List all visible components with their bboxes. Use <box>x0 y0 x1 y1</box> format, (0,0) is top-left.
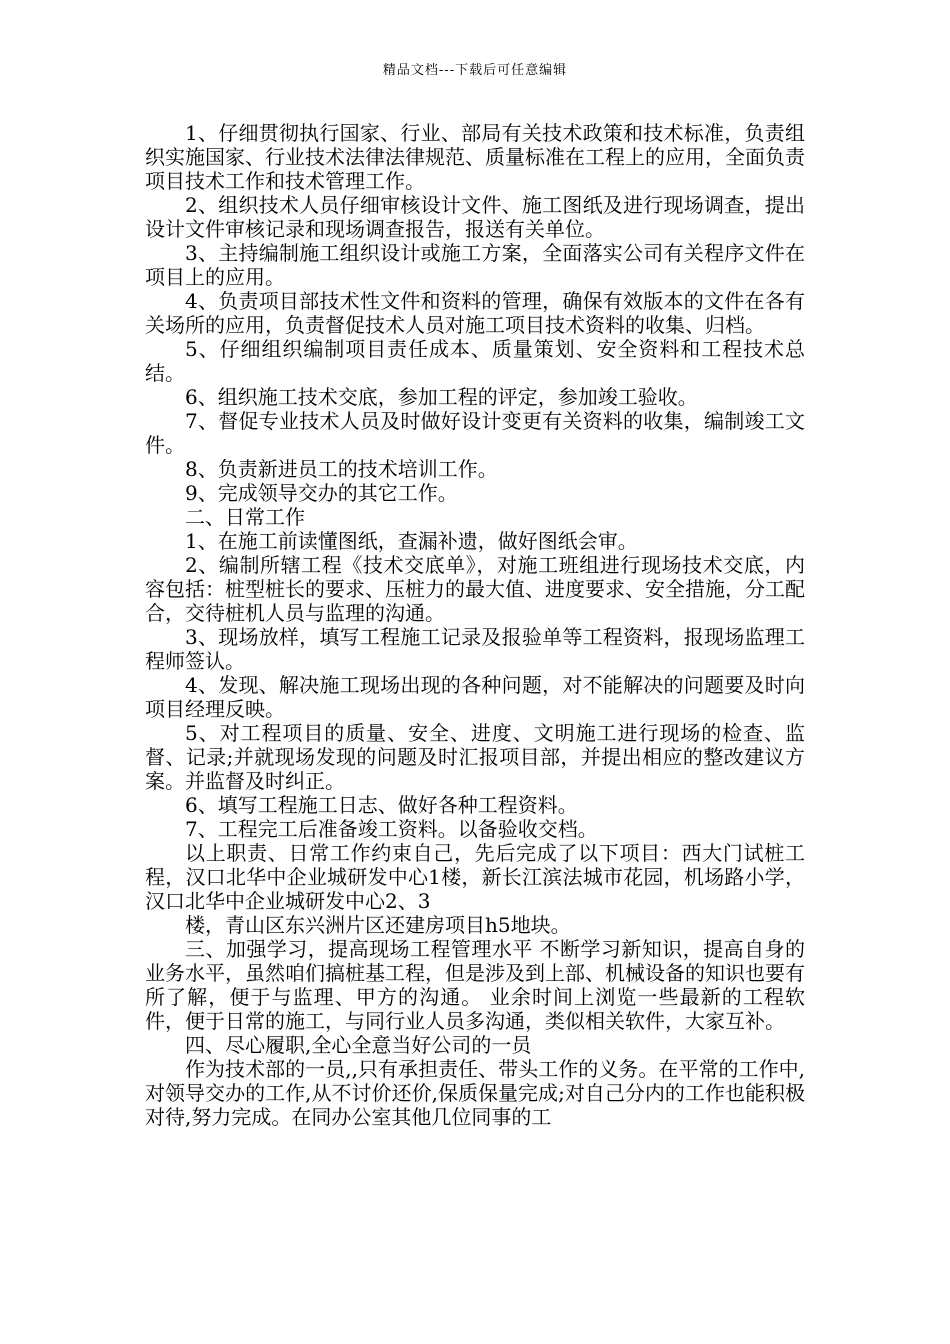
paragraph-duty-3: 3、主持编制施工组织设计或施工方案，全面落实公司有关程序文件在项目上的应用。 <box>145 241 805 289</box>
paragraph-duty-5: 5、仔细组织编制项目责任成本、质量策划、安全资料和工程技术总结。 <box>145 337 805 385</box>
paragraph-duty-2: 2、组织技术人员仔细审核设计文件、施工图纸及进行现场调查，提出设计文件审核记录和现场调查报告，报送有关单位。 <box>145 193 805 241</box>
paragraph-team-member: 作为技术部的一员,,只有承担责任、带头工作的义务。在平常的工作中,对领导交办的工作,从不讨价还价,保质保量完成;对自己分内的工作也能积极对待,努力完成。在同办公室其他几位同事的工 <box>145 1057 805 1129</box>
document-body <box>145 121 805 1129</box>
paragraph-duty-7: 7、督促专业技术人员及时做好设计变更有关资料的收集，编制竣工文件。 <box>145 409 805 457</box>
paragraph-learning: 三、加强学习，提高现场工程管理水平 不断学习新知识，提高自身的业务水平，虽然咱们搞桩基工程，但是涉及到上部、机械设备的知识也要有所了解，便于与监理、甲方的沟通。 业余时间上浏览一些最新的工程软件，便于日常的施工，与同行业人员多沟通，类似相关软件，大家互补。 <box>145 937 805 1033</box>
paragraph-daily-6: 6、填写工程施工日志、做好各种工程资料。 <box>185 793 578 817</box>
section-heading-daily-work: 二、日常工作 <box>185 505 305 529</box>
paragraph-duty-6: 6、组织施工技术交底，参加工程的评定，参加竣工验收。 <box>185 385 698 409</box>
paragraph-daily-7: 7、工程完工后准备竣工资料。以备验收交档。 <box>185 817 598 841</box>
paragraph-daily-3: 3、现场放样，填写工程施工记录及报验单等工程资料，报现场监理工程师签认。 <box>145 625 805 673</box>
paragraph-projects: 以上职责、日常工作约束自己，先后完成了以下项目：西大门试桩工程，汉口北华中企业城研发中心1楼，新长江滨法城市花园，机场路小学，汉口北华中企业城研发中心2、3 <box>145 841 805 913</box>
paragraph-duty-9: 9、完成领导交办的其它工作。 <box>185 481 458 505</box>
paragraph-daily-2: 2、编制所辖工程《技术交底单》，对施工班组进行现场技术交底，内容包括：桩型桩长的要求、压桩力的最大值、进度要求、安全措施，分工配合，交待桩机人员与监理的沟通。 <box>145 553 805 625</box>
page-header: 精品文档---下载后可任意编辑 <box>382 63 568 78</box>
paragraph-duty-4: 4、负责项目部技术性文件和资料的管理，确保有效版本的文件在各有关场所的应用，负责督促技术人员对施工项目技术资料的收集、归档。 <box>145 289 805 337</box>
paragraph-duty-1: 1、仔细贯彻执行国家、行业、部局有关技术政策和技术标准，负责组织实施国家、行业技术法律法律规范、质量标准在工程上的应用，全面负责项目技术工作和技术管理工作。 <box>145 121 805 193</box>
paragraph-daily-5: 5、对工程项目的质量、安全、进度、文明施工进行现场的检查、监督、记录;并就现场发现的问题及时汇报项目部，并提出相应的整改建议方案。并监督及时纠正。 <box>145 721 805 793</box>
paragraph-projects-continued: 楼，青山区东兴洲片区还建房项目h5地块。 <box>185 913 571 937</box>
section-heading-duty: 四、尽心履职,全心全意当好公司的一员 <box>185 1033 532 1057</box>
paragraph-daily-1: 1、在施工前读懂图纸，查漏补遗，做好图纸会审。 <box>185 529 638 553</box>
paragraph-daily-4: 4、发现、解决施工现场出现的各种问题，对不能解决的问题要及时向项目经理反映。 <box>145 673 805 721</box>
paragraph-duty-8: 8、负责新进员工的技术培训工作。 <box>185 457 498 481</box>
